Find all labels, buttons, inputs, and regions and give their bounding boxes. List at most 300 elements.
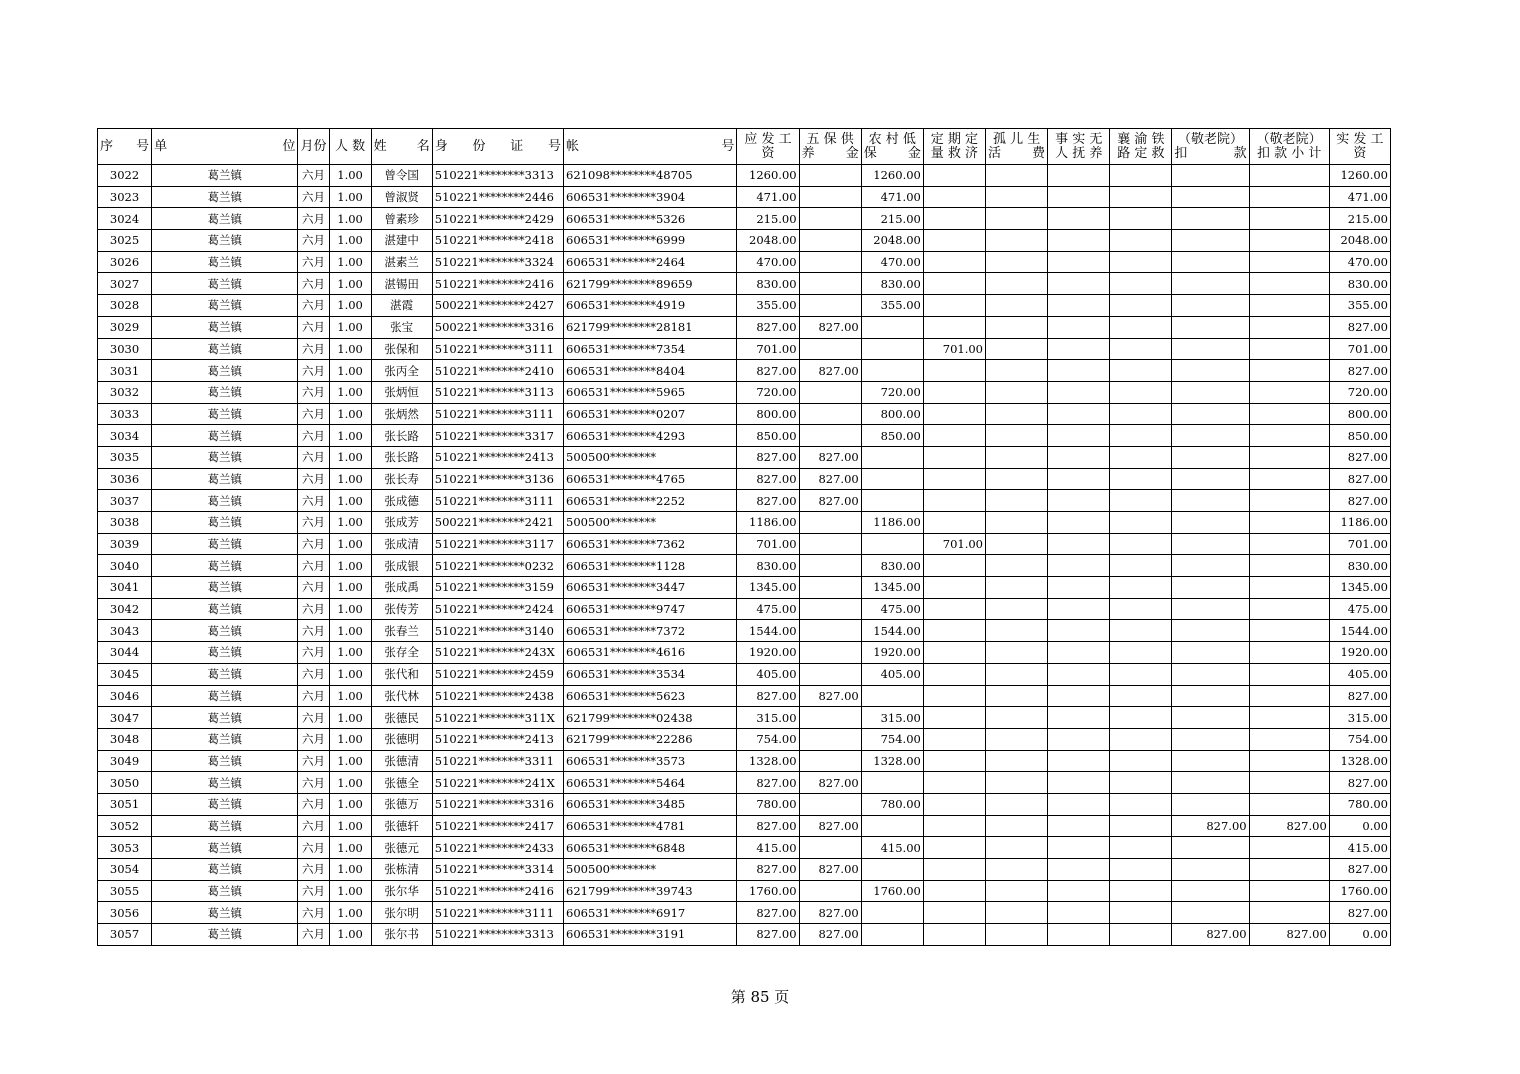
cell-unit: 葛兰镇 [152, 490, 298, 512]
cell-shishi [1048, 642, 1110, 664]
cell-shishi [1048, 620, 1110, 642]
cell-shishi [1048, 230, 1110, 252]
cell-dingliang [923, 381, 985, 403]
cell-dingliang [923, 446, 985, 468]
cell-xiangyu [1110, 490, 1172, 512]
welfare-table [97, 128, 1391, 946]
cell-due: 827.00 [737, 815, 799, 837]
cell-net: 827.00 [1329, 468, 1390, 490]
cell-due: 827.00 [737, 468, 799, 490]
cell-month: 六月 [298, 815, 329, 837]
cell-due: 1760.00 [737, 880, 799, 902]
cell-orphan [986, 750, 1048, 772]
cell-name: 张长寿 [371, 468, 432, 490]
cell-dingliang [923, 403, 985, 425]
cell-xiangyu [1110, 273, 1172, 295]
cell-unit: 葛兰镇 [152, 555, 298, 577]
cell-wubao: 827.00 [799, 815, 861, 837]
cell-count: 1.00 [329, 208, 371, 230]
cell-shishi [1048, 273, 1110, 295]
cell-dingliang [923, 620, 985, 642]
cell-net: 754.00 [1329, 728, 1390, 750]
cell-wubao: 827.00 [799, 772, 861, 794]
cell-kou: 827.00 [1172, 924, 1249, 946]
cell-seq: 3039 [98, 533, 152, 555]
cell-net: 827.00 [1329, 490, 1390, 512]
cell-due: 1328.00 [737, 750, 799, 772]
cell-orphan [986, 793, 1048, 815]
cell-account: 606531********3447 [564, 577, 737, 599]
table-row [98, 663, 1391, 685]
cell-kou [1172, 772, 1249, 794]
cell-kou [1172, 902, 1249, 924]
cell-name: 湛霞 [371, 295, 432, 317]
cell-due: 1920.00 [737, 642, 799, 664]
cell-month: 六月 [298, 707, 329, 729]
cell-shishi [1048, 555, 1110, 577]
cell-kou [1172, 425, 1249, 447]
cell-shishi [1048, 880, 1110, 902]
cell-kou [1172, 642, 1249, 664]
cell-unit: 葛兰镇 [152, 815, 298, 837]
cell-due: 475.00 [737, 598, 799, 620]
table-body [98, 165, 1391, 946]
cell-xiangyu [1110, 338, 1172, 360]
cell-due: 315.00 [737, 707, 799, 729]
table-row [98, 468, 1391, 490]
cell-orphan [986, 859, 1048, 881]
cell-dingliang [923, 642, 985, 664]
cell-count: 1.00 [329, 685, 371, 707]
cell-kou-sub [1249, 230, 1329, 252]
cell-kou-sub: 827.00 [1249, 815, 1329, 837]
cell-name: 张代林 [371, 685, 432, 707]
table-row [98, 728, 1391, 750]
cell-due: 827.00 [737, 490, 799, 512]
table-row [98, 186, 1391, 208]
table-row [98, 208, 1391, 230]
cell-net: 1760.00 [1329, 880, 1390, 902]
cell-name: 张宝 [371, 316, 432, 338]
cell-net: 850.00 [1329, 425, 1390, 447]
cell-kou-sub [1249, 251, 1329, 273]
cell-seq: 3033 [98, 403, 152, 425]
cell-dingliang [923, 360, 985, 382]
cell-seq: 3050 [98, 772, 152, 794]
cell-net: 1260.00 [1329, 165, 1390, 187]
cell-count: 1.00 [329, 251, 371, 273]
cell-xiangyu [1110, 598, 1172, 620]
cell-unit: 葛兰镇 [152, 425, 298, 447]
cell-orphan [986, 772, 1048, 794]
cell-month: 六月 [298, 837, 329, 859]
cell-due: 701.00 [737, 338, 799, 360]
cell-orphan [986, 685, 1048, 707]
cell-name: 张德元 [371, 837, 432, 859]
cell-kou-sub [1249, 425, 1329, 447]
cell-due: 800.00 [737, 403, 799, 425]
cell-xiangyu [1110, 924, 1172, 946]
cell-wubao [799, 230, 861, 252]
cell-kou-sub [1249, 533, 1329, 555]
cell-unit: 葛兰镇 [152, 468, 298, 490]
cell-dibao: 1345.00 [861, 577, 923, 599]
cell-dibao [861, 685, 923, 707]
cell-net: 355.00 [1329, 295, 1390, 317]
cell-wubao: 827.00 [799, 316, 861, 338]
cell-month: 六月 [298, 880, 329, 902]
cell-seq: 3043 [98, 620, 152, 642]
cell-seq: 3034 [98, 425, 152, 447]
cell-unit: 葛兰镇 [152, 360, 298, 382]
cell-month: 六月 [298, 793, 329, 815]
cell-count: 1.00 [329, 273, 371, 295]
header-count: 人 数 [329, 129, 371, 165]
cell-orphan [986, 381, 1048, 403]
cell-net: 800.00 [1329, 403, 1390, 425]
table-row [98, 793, 1391, 815]
cell-dibao: 1260.00 [861, 165, 923, 187]
cell-due: 405.00 [737, 663, 799, 685]
table-row [98, 338, 1391, 360]
cell-wubao [799, 880, 861, 902]
cell-dibao: 780.00 [861, 793, 923, 815]
table-row [98, 880, 1391, 902]
cell-seq: 3036 [98, 468, 152, 490]
cell-xiangyu [1110, 230, 1172, 252]
cell-shishi [1048, 338, 1110, 360]
cell-unit: 葛兰镇 [152, 446, 298, 468]
cell-account: 606531********9747 [564, 598, 737, 620]
table-row [98, 598, 1391, 620]
cell-kou-sub [1249, 620, 1329, 642]
cell-dingliang [923, 425, 985, 447]
cell-dingliang [923, 512, 985, 534]
cell-dibao [861, 446, 923, 468]
cell-kou [1172, 316, 1249, 338]
cell-count: 1.00 [329, 165, 371, 187]
cell-orphan [986, 165, 1048, 187]
cell-xiangyu [1110, 880, 1172, 902]
cell-xiangyu [1110, 837, 1172, 859]
cell-orphan [986, 446, 1048, 468]
cell-dingliang [923, 577, 985, 599]
cell-shishi [1048, 707, 1110, 729]
cell-dibao: 470.00 [861, 251, 923, 273]
cell-month: 六月 [298, 642, 329, 664]
cell-seq: 3046 [98, 685, 152, 707]
cell-kou-sub: 827.00 [1249, 924, 1329, 946]
cell-dingliang [923, 165, 985, 187]
cell-dibao: 830.00 [861, 273, 923, 295]
cell-name: 曾淑贤 [371, 186, 432, 208]
cell-month: 六月 [298, 859, 329, 881]
cell-seq: 3040 [98, 555, 152, 577]
header-unit: 单 位 [152, 129, 298, 165]
table-row [98, 533, 1391, 555]
cell-month: 六月 [298, 772, 329, 794]
table-row [98, 859, 1391, 881]
table-row [98, 360, 1391, 382]
cell-month: 六月 [298, 403, 329, 425]
cell-due: 827.00 [737, 360, 799, 382]
cell-name: 张栋清 [371, 859, 432, 881]
cell-orphan [986, 577, 1048, 599]
cell-unit: 葛兰镇 [152, 837, 298, 859]
cell-month: 六月 [298, 663, 329, 685]
cell-month: 六月 [298, 381, 329, 403]
cell-month: 六月 [298, 490, 329, 512]
table-row [98, 902, 1391, 924]
cell-unit: 葛兰镇 [152, 208, 298, 230]
cell-shishi [1048, 924, 1110, 946]
cell-name: 张德全 [371, 772, 432, 794]
cell-xiangyu [1110, 381, 1172, 403]
cell-id: 510221********2433 [432, 837, 563, 859]
cell-unit: 葛兰镇 [152, 533, 298, 555]
cell-seq: 3024 [98, 208, 152, 230]
cell-seq: 3030 [98, 338, 152, 360]
cell-wubao [799, 186, 861, 208]
cell-count: 1.00 [329, 468, 371, 490]
cell-dingliang [923, 924, 985, 946]
cell-month: 六月 [298, 295, 329, 317]
cell-due: 355.00 [737, 295, 799, 317]
cell-seq: 3035 [98, 446, 152, 468]
cell-seq: 3048 [98, 728, 152, 750]
cell-dibao [861, 316, 923, 338]
cell-due: 850.00 [737, 425, 799, 447]
cell-net: 830.00 [1329, 555, 1390, 577]
cell-xiangyu [1110, 772, 1172, 794]
cell-kou-sub [1249, 208, 1329, 230]
cell-shishi [1048, 902, 1110, 924]
cell-account: 621799********89659 [564, 273, 737, 295]
cell-xiangyu [1110, 468, 1172, 490]
cell-count: 1.00 [329, 338, 371, 360]
cell-month: 六月 [298, 728, 329, 750]
cell-kou [1172, 468, 1249, 490]
header-shishi: 事 实 无 人 抚 养 [1048, 129, 1110, 165]
cell-id: 510221********2429 [432, 208, 563, 230]
cell-seq: 3053 [98, 837, 152, 859]
cell-kou-sub [1249, 685, 1329, 707]
cell-unit: 葛兰镇 [152, 295, 298, 317]
cell-orphan [986, 728, 1048, 750]
cell-month: 六月 [298, 165, 329, 187]
cell-due: 2048.00 [737, 230, 799, 252]
cell-net: 701.00 [1329, 533, 1390, 555]
cell-count: 1.00 [329, 446, 371, 468]
cell-net: 720.00 [1329, 381, 1390, 403]
cell-kou-sub [1249, 316, 1329, 338]
cell-count: 1.00 [329, 295, 371, 317]
cell-net: 1920.00 [1329, 642, 1390, 664]
cell-count: 1.00 [329, 663, 371, 685]
cell-count: 1.00 [329, 642, 371, 664]
cell-unit: 葛兰镇 [152, 165, 298, 187]
cell-seq: 3052 [98, 815, 152, 837]
cell-seq: 3045 [98, 663, 152, 685]
cell-orphan [986, 642, 1048, 664]
cell-dibao: 415.00 [861, 837, 923, 859]
cell-month: 六月 [298, 902, 329, 924]
cell-id: 510221********2416 [432, 880, 563, 902]
cell-wubao [799, 512, 861, 534]
cell-kou-sub [1249, 750, 1329, 772]
cell-name: 张代和 [371, 663, 432, 685]
cell-wubao [799, 642, 861, 664]
cell-name: 张炳然 [371, 403, 432, 425]
cell-unit: 葛兰镇 [152, 772, 298, 794]
cell-net: 415.00 [1329, 837, 1390, 859]
table-row [98, 642, 1391, 664]
table-row [98, 924, 1391, 946]
table-row [98, 446, 1391, 468]
cell-name: 张尔华 [371, 880, 432, 902]
cell-xiangyu [1110, 577, 1172, 599]
cell-net: 830.00 [1329, 273, 1390, 295]
cell-unit: 葛兰镇 [152, 273, 298, 295]
cell-shishi [1048, 381, 1110, 403]
cell-unit: 葛兰镇 [152, 251, 298, 273]
cell-shishi [1048, 403, 1110, 425]
cell-kou [1172, 446, 1249, 468]
cell-dibao [861, 772, 923, 794]
cell-net: 0.00 [1329, 815, 1390, 837]
cell-account: 606531********6917 [564, 902, 737, 924]
cell-orphan [986, 924, 1048, 946]
cell-account: 606531********2252 [564, 490, 737, 512]
cell-dibao [861, 859, 923, 881]
cell-count: 1.00 [329, 707, 371, 729]
cell-seq: 3054 [98, 859, 152, 881]
cell-due: 827.00 [737, 446, 799, 468]
cell-kou-sub [1249, 772, 1329, 794]
cell-net: 827.00 [1329, 316, 1390, 338]
cell-count: 1.00 [329, 793, 371, 815]
cell-wubao [799, 251, 861, 273]
cell-count: 1.00 [329, 620, 371, 642]
cell-unit: 葛兰镇 [152, 512, 298, 534]
cell-dingliang: 701.00 [923, 533, 985, 555]
cell-id: 500221********2421 [432, 512, 563, 534]
cell-dingliang [923, 490, 985, 512]
cell-count: 1.00 [329, 902, 371, 924]
header-month: 月份 [298, 129, 329, 165]
cell-unit: 葛兰镇 [152, 859, 298, 881]
cell-xiangyu [1110, 165, 1172, 187]
cell-net: 701.00 [1329, 338, 1390, 360]
cell-shishi [1048, 446, 1110, 468]
cell-net: 827.00 [1329, 772, 1390, 794]
cell-id: 510221********311X [432, 707, 563, 729]
cell-kou-sub [1249, 598, 1329, 620]
cell-count: 1.00 [329, 859, 371, 881]
cell-dibao: 1920.00 [861, 642, 923, 664]
cell-dingliang [923, 598, 985, 620]
cell-dibao: 315.00 [861, 707, 923, 729]
cell-orphan [986, 360, 1048, 382]
cell-unit: 葛兰镇 [152, 728, 298, 750]
cell-id: 510221********2446 [432, 186, 563, 208]
cell-shishi [1048, 837, 1110, 859]
cell-dingliang [923, 902, 985, 924]
cell-account: 606531********7354 [564, 338, 737, 360]
cell-net: 475.00 [1329, 598, 1390, 620]
cell-dingliang [923, 772, 985, 794]
cell-name: 张长路 [371, 425, 432, 447]
cell-dingliang [923, 728, 985, 750]
cell-due: 215.00 [737, 208, 799, 230]
cell-kou-sub [1249, 403, 1329, 425]
cell-kou [1172, 859, 1249, 881]
cell-account: 606531********3904 [564, 186, 737, 208]
cell-count: 1.00 [329, 381, 371, 403]
cell-count: 1.00 [329, 577, 371, 599]
cell-account: 606531********6848 [564, 837, 737, 859]
cell-due: 470.00 [737, 251, 799, 273]
table-row [98, 490, 1391, 512]
cell-name: 张长路 [371, 446, 432, 468]
cell-account: 606531********3534 [564, 663, 737, 685]
cell-id: 510221********2418 [432, 230, 563, 252]
cell-unit: 葛兰镇 [152, 902, 298, 924]
cell-month: 六月 [298, 512, 329, 534]
cell-unit: 葛兰镇 [152, 924, 298, 946]
cell-name: 张丙全 [371, 360, 432, 382]
cell-orphan [986, 490, 1048, 512]
cell-shishi [1048, 772, 1110, 794]
cell-month: 六月 [298, 360, 329, 382]
header-net: 实 发 工 资 [1329, 129, 1390, 165]
cell-unit: 葛兰镇 [152, 381, 298, 403]
cell-shishi [1048, 793, 1110, 815]
cell-orphan [986, 533, 1048, 555]
cell-wubao [799, 165, 861, 187]
cell-wubao [799, 728, 861, 750]
cell-due: 827.00 [737, 685, 799, 707]
cell-shishi [1048, 663, 1110, 685]
cell-kou-sub [1249, 859, 1329, 881]
cell-xiangyu [1110, 663, 1172, 685]
cell-kou [1172, 230, 1249, 252]
cell-account: 606531********8404 [564, 360, 737, 382]
cell-count: 1.00 [329, 815, 371, 837]
cell-kou-sub [1249, 360, 1329, 382]
cell-orphan [986, 468, 1048, 490]
cell-xiangyu [1110, 642, 1172, 664]
cell-shishi [1048, 165, 1110, 187]
cell-kou-sub [1249, 642, 1329, 664]
cell-unit: 葛兰镇 [152, 750, 298, 772]
cell-dibao: 475.00 [861, 598, 923, 620]
cell-shishi [1048, 815, 1110, 837]
cell-shishi [1048, 360, 1110, 382]
cell-unit: 葛兰镇 [152, 577, 298, 599]
cell-orphan [986, 837, 1048, 859]
table-row [98, 772, 1391, 794]
cell-id: 510221********2413 [432, 446, 563, 468]
cell-net: 2048.00 [1329, 230, 1390, 252]
cell-kou [1172, 251, 1249, 273]
cell-name: 湛素兰 [371, 251, 432, 273]
cell-kou [1172, 837, 1249, 859]
cell-month: 六月 [298, 555, 329, 577]
cell-kou-sub [1249, 880, 1329, 902]
header-jlyk: （敬老院） 扣 款 [1172, 129, 1249, 165]
cell-kou-sub [1249, 186, 1329, 208]
